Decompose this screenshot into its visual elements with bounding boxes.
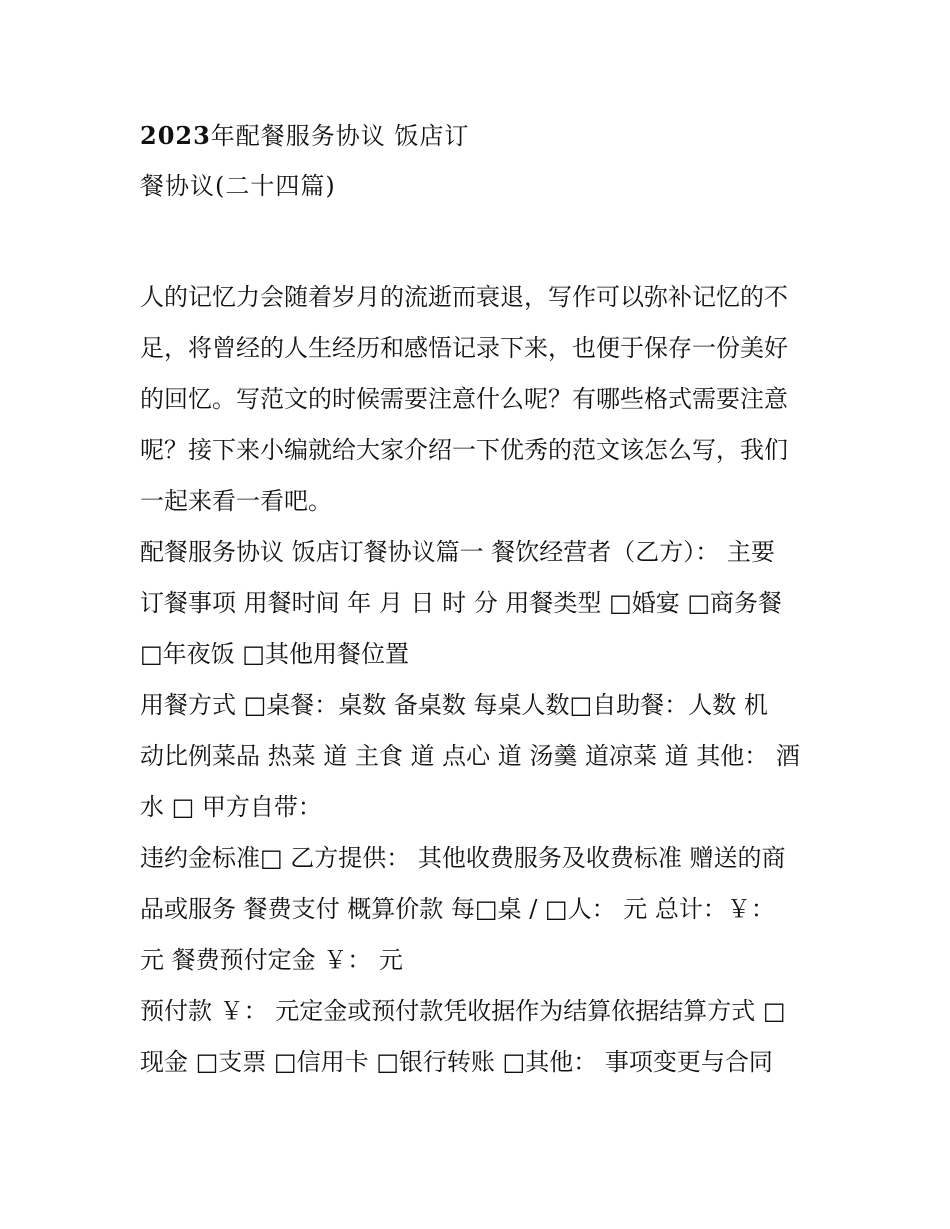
title-year: 2023 [140,121,211,150]
text-line: 元 餐费预付定金 ￥： 元 [140,946,403,974]
agreement-paragraph-4 [140,986,830,1088]
text-line: 动比例菜品 热菜 道 主食 道 点心 道 汤羹 道凉菜 道 其他： 酒 [140,742,800,770]
text-line: 水 □ 甲方自带： [140,793,322,821]
text-line: 预付款 ￥： 元定金或预付款凭收据作为结算依据结算方式 □ [140,997,786,1025]
document-body [140,272,830,1088]
document-title [140,110,830,212]
text-line: 订餐事项 用餐时间 年 月 日 时 分 用餐类型 □婚宴 □商务餐 [140,589,783,617]
text-line: 现金 □支票 □信用卡 □银行转账 □其他： 事项变更与合同 [140,1048,773,1076]
text-line: 的回忆。写范文的时候需要注意什么呢？有哪些格式需要注意 [140,385,788,413]
text-line: 配餐服务协议 饭店订餐协议篇一 餐饮经营者（乙方）： 主要 [140,538,775,566]
title-line-1-text: 年配餐服务协议 饭店订 [210,122,470,150]
intro-paragraph [140,272,830,527]
text-line: 品或服务 餐费支付 概算价款 每□桌 / □人： 元 总计：￥： [140,895,775,923]
text-line: 违约金标准□ 乙方提供： 其他收费服务及收费标准 赠送的商 [140,844,786,872]
text-line: 足，将曾经的人生经历和感悟记录下来，也便于保存一份美好 [140,334,788,362]
title-line-2: 餐协议(二十四篇) [140,172,336,200]
agreement-paragraph-1 [140,527,830,680]
text-line: 人的记忆力会随着岁月的流逝而衰退，写作可以弥补记忆的不 [140,283,788,311]
agreement-paragraph-2 [140,680,830,833]
text-line: 用餐方式 □桌餐：桌数 备桌数 每桌人数□自助餐：人数 机 [140,691,768,719]
text-line: □年夜饭 □其他用餐位置 [140,640,409,668]
title-line-1 [140,110,830,161]
text-line: 呢？接下来小编就给大家介绍一下优秀的范文该怎么写，我们 [140,436,788,464]
agreement-paragraph-3 [140,833,830,986]
text-line: 一起来看一看吧。 [140,487,332,515]
